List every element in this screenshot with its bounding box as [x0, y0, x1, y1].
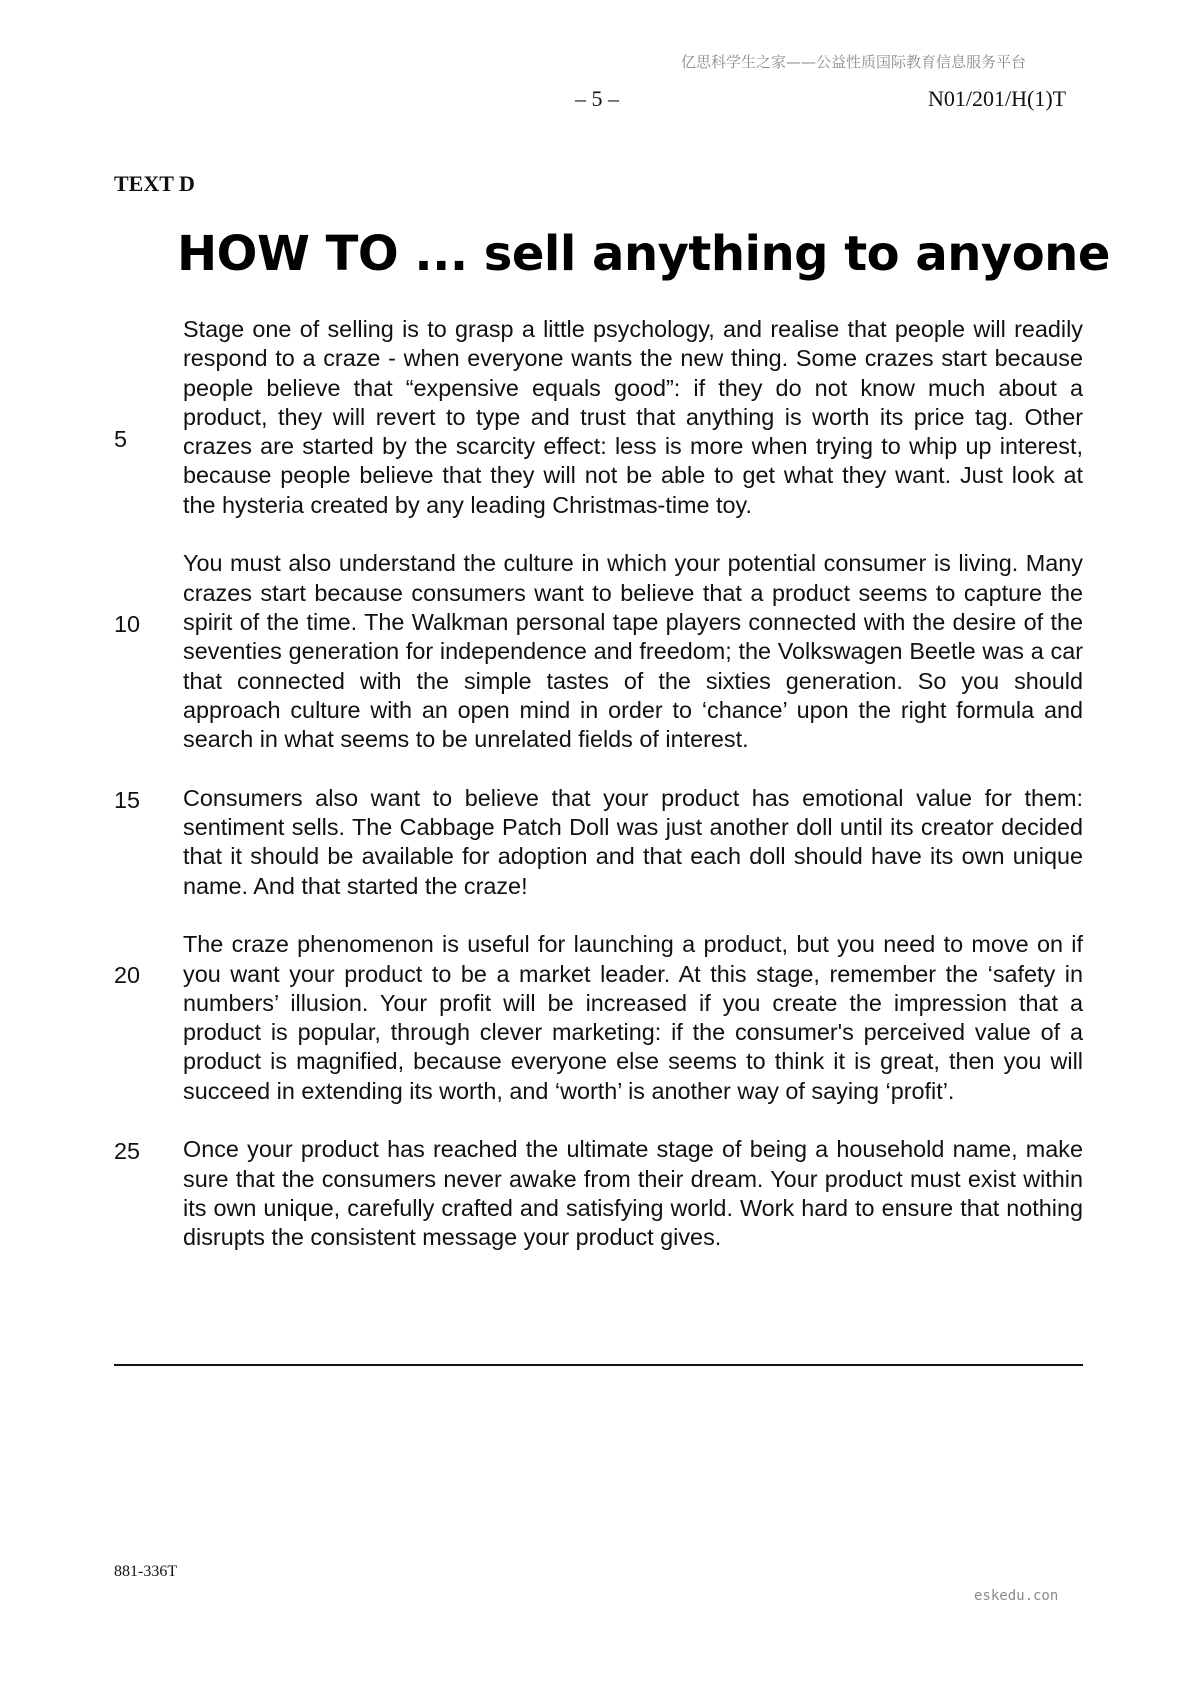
- section-label: TEXT D: [114, 171, 195, 196]
- paragraph-5: Once your product has reached the ultimate stage of being a household name, make sure that the consumers never awake from their dream. Your product must exist within its own unique, carefully crafted and satisfying world. Work hard to ensure that nothing disrupts the consistent message your product gives.: [183, 1136, 1083, 1251]
- footer-watermark: eskedu.con: [974, 1588, 1059, 1604]
- paragraph-4: The craze phenomenon is useful for launching a product, but you need to move on if you want your product to be a market leader. At this stage, remember the ‘safety in numbers’ illusion. Your profit will be increased if you create the impression that a product is popular, through clever marketing: if the consumer's perceived value of a product is magnified, because everyone else seems to think it is great, then you will succeed in extending its worth, and ‘worth’ is another way of saying ‘profit’.: [183, 931, 1083, 1104]
- footer-code: 881-336T: [114, 1563, 178, 1580]
- article-body: [183, 315, 1083, 1253]
- article-title: HOW TO ... sell anything to anyone: [177, 226, 1110, 282]
- paragraph-1: Stage one of selling is to grasp a little psychology, and realise that people will readily respond to a craze - when everyone wants the new thing. Some crazes start because people believe that “expensive equals good”: if they do not know much about a product, they will revert to type and trust that anything is worth its price tag. Other crazes are started by the scarcity effect: less is more when trying to whip up interest, because people believe that they will not be able to get what they want. Just look at the hysteria created by any leading Christmas-time toy.: [183, 316, 1083, 518]
- end-rule: [114, 1364, 1083, 1366]
- document-code: N01/201/H(1)T: [928, 86, 1067, 111]
- line-number-10: 10: [114, 611, 141, 637]
- line-number-5: 5: [114, 426, 128, 452]
- header-watermark: 亿思科学生之家——公益性质国际教育信息服务平台: [681, 53, 1027, 71]
- page-number: – 5 –: [575, 86, 619, 111]
- line-number-15: 15: [114, 787, 141, 813]
- paragraph-3: Consumers also want to believe that your product has emotional value for them: sentiment sells. The Cabbage Patch Doll was just another doll until its creator decided that it should be available for adoption and that each doll should have its own unique name. And that started the craze!: [183, 784, 1083, 899]
- line-number-20: 20: [114, 962, 141, 988]
- paragraph-2: You must also understand the culture in which your potential consumer is living. Many crazes start because consumers want to believe that a product seems to capture the spirit of the time. The Walkman personal tape players connected with the desire of the seventies generation for independence and freedom; the Volkswagen Beetle was a car that connected with the simple tastes of the sixties generation. So you should approach culture with an open mind in order to ‘chance’ upon the right formula and search in what seems to be unrelated fields of interest.: [183, 550, 1083, 753]
- line-number-25: 25: [114, 1138, 141, 1164]
